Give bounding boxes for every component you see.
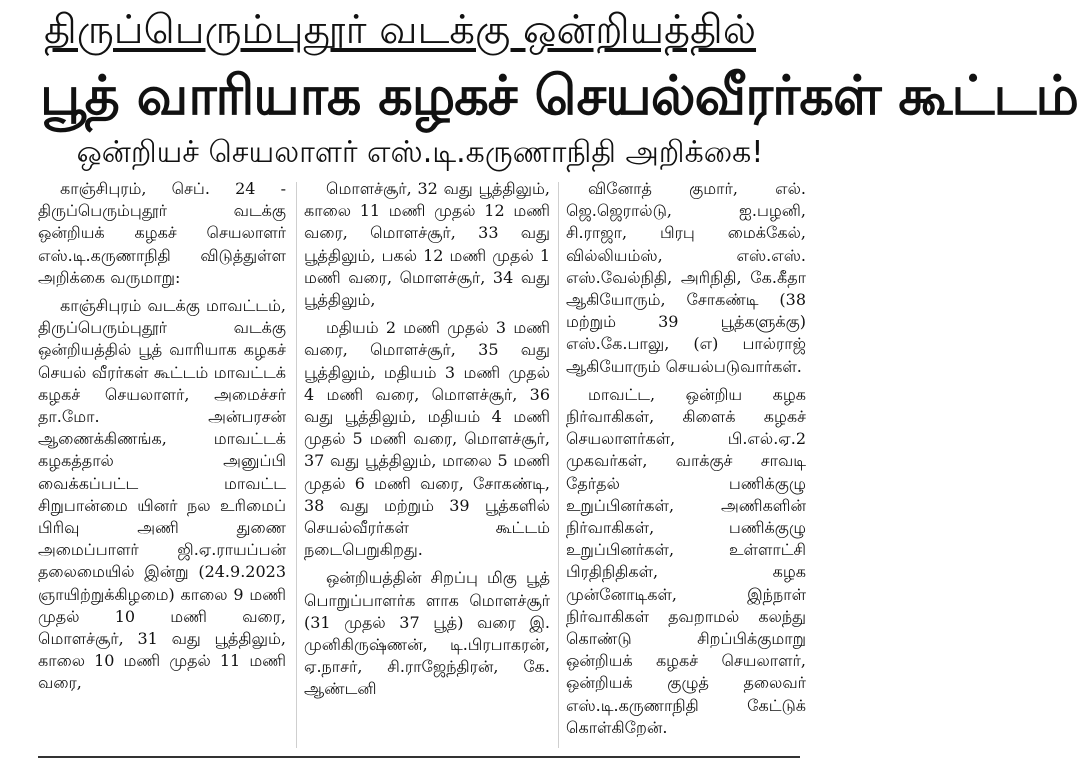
paragraph: காஞ்சிபுரம், செப். 24 - திருப்பெரும்புதூர் வடக்கு ஒன்றியக் கழகச் செயலாளர் எஸ்.டி.கருணாநிதி விடுத்துள்ள அறிக்கை வருமாறு: — [38, 179, 286, 287]
article-body — [0, 178, 806, 750]
paragraph: மதியம் 2 மணி முதல் 3 மணி வரை, மொளச்சூர், 35 வது பூத்திலும், மதியம் 3 மணி முதல் 4 மணி வரை, மொளச்சூர், 36 வது பூத்திலும், மதியம் 4 மணி முதல் 5 மணி வரை, மொளச்சூர், 37 வது பூத்திலும், மாலை 5 மணி முதல் 6 மணி வரை, சோகண்டி, 38 வது மற்றும் 39 பூத்களில் செயல்வீரர்கள் கூட்டம் நடைபெறுகிறது. — [304, 318, 550, 560]
bottom-rule — [38, 756, 800, 758]
article-kicker: திருப்பெரும்புதூர் வடக்கு ஒன்றியத்தில் — [43, 7, 757, 53]
article-subhead: ஒன்றியச் செயலாளர் எஸ்.டி.கருணாநிதி அறிக்கை! — [76, 135, 764, 170]
column-divider — [296, 182, 297, 748]
column-divider — [558, 182, 559, 748]
paragraph: மாவட்ட, ஒன்றிய கழக நிர்வாகிகள், கிளைக் கழகச் செயலாளர்கள், பி.எல்.ஏ.2 முகவர்கள், வாக்குச் சாவடி தேர்தல் பணிக்குழு உறுப்பினர்கள், அணிகளின் நிர்வாகிகள், பணிக்குழு உறுப்பினர்கள், உள்ளாட்சி பிரதிநிதிகள், கழக முன்னோடிகள், இந்நாள் நிர்வாகிகள் தவறாமல் கலந்து கொண்டு சிறப்பிக்குமாறு ஒன்றியக் கழகச் செயலாளர், ஒன்றியக் குழுத் தலைவர் எஸ்.டி.கருணாநிதி கேட்டுக் கொள்கிறேன். — [566, 384, 806, 737]
column-3 — [566, 178, 806, 750]
paragraph: ஒன்றியத்தின் சிறப்பு மிகு பூத் பொறுப்பாளர்க ளாக மொளச்சூர் (31 முதல் 37 பூத்) வரை இ. முனிகிருஷ்ணன், டி.பிரபாகரன், ஏ.நாசர், சி.ராஜேந்திரன், கே. ஆண்டனி — [304, 568, 550, 699]
column-1 — [38, 178, 286, 750]
paragraph: காஞ்சிபுரம் வடக்கு மாவட்டம், திருப்பெரும்புதூர் வடக்கு ஒன்றியத்தில் பூத் வாரியாக கழகச் செயல் வீரர்கள் கூட்டம் மாவட்டக் கழகச் செயலாளர், அமைச்சர் தா.மோ. அன்பரசன் ஆணைக்கிணங்க, மாவட்டக் கழகத்தால் அனுப்பி வைக்கப்பட்ட மாவட்ட சிறுபான்மை யினர் நல உரிமைப் பிரிவு அணி துணை அமைப்பாளர் ஜி.ஏ.ராயப்பன் தலைமையில் இன்று (24.9.2023 ஞாயிற்றுக்கிழமை) காலை 9 மணி முதல் 10 மணி வரை, மொளச்சூர், 31 வது பூத்திலும், காலை 10 மணி முதல் 11 மணி வரை, — [38, 296, 286, 693]
article-headline: பூத் வாரியாக கழகச் செயல்வீரர்கள் கூட்டம் — [40, 64, 1078, 127]
paragraph: வினோத் குமார், எல். ஜெ.ஜெரால்டு, ஐ.பழனி, சி.ராஜா, பிரபு மைக்கேல், வில்லியம்ஸ், எஸ்.எஸ். எஸ்.வேல்நிதி, அரிநிதி, கே.கீதா ஆகியோரும், சோகண்டி (38 மற்றும் 39 பூத்களுக்கு) எஸ்.கே.பாலு, (எ) பால்ராஜ் ஆகியோரும் செயல்படுவார்கள். — [566, 179, 806, 376]
paragraph: மொளச்சூர், 32 வது பூத்திலும், காலை 11 மணி முதல் 12 மணி வரை, மொளச்சூர், 33 வது பூத்திலும், பகல் 12 மணி முதல் 1 மணி வரை, மொளச்சூர், 34 வது பூத்திலும், — [304, 179, 550, 310]
column-2 — [304, 178, 550, 750]
